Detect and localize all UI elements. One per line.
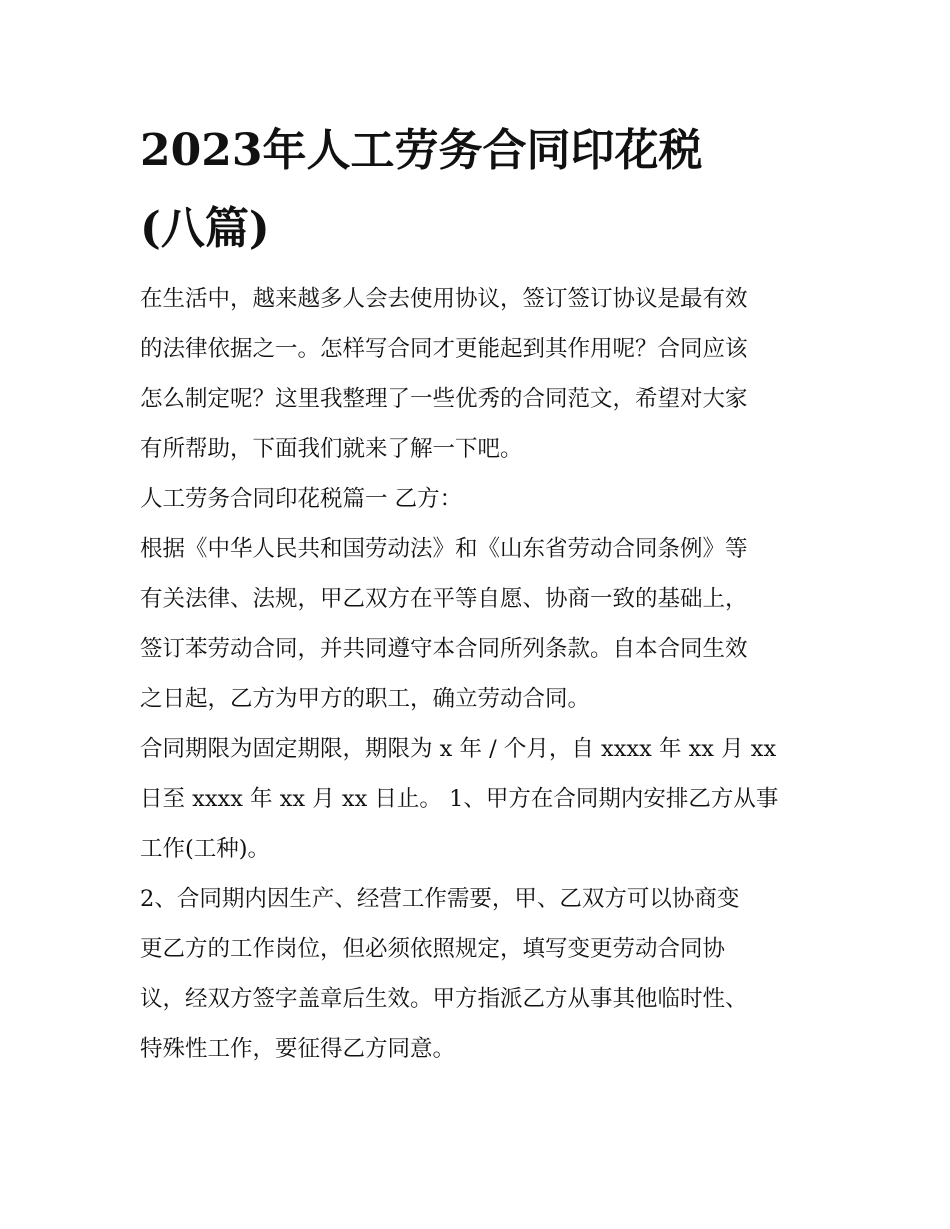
paragraph-line: 有所帮助，下面我们就来了解一下吧。 (140, 436, 523, 462)
paragraph-line: 议，经双方签字盖章后生效。甲方指派乙方从事其他临时性、 (140, 986, 748, 1012)
paragraph-line: 签订苯劳动合同，并共同遵守本合同所列条款。自本合同生效 (140, 636, 748, 662)
section-heading: 人工劳务合同印花税篇一 乙方： (140, 486, 463, 512)
paragraph-line: 根据《中华人民共和国劳动法》和《山东省劳动合同条例》等 (140, 536, 748, 562)
paragraph-line: 特殊性工作，要征得乙方同意。 (140, 1036, 456, 1062)
paragraph-line: 怎么制定呢？这里我整理了一些优秀的合同范文，希望对大家 (140, 386, 748, 412)
paragraph-line: 之日起，乙方为甲方的职工，确立劳动合同。 (140, 686, 591, 712)
paragraph-line: 2、合同期内因生产、经营工作需要，甲、乙双方可以协商变 (140, 886, 740, 912)
paragraph-line: 在生活中，越来越多人会去使用协议，签订签订协议是最有效 (140, 286, 748, 312)
paragraph-line: 更乙方的工作岗位，但必须依照规定，填写变更劳动合同协 (140, 936, 726, 962)
paragraph-line: 日至 xxxx 年 xx 月 xx 日止。 1、甲方在合同期内安排乙方从事 (140, 786, 779, 812)
title-line: (八篇) (140, 203, 270, 254)
title-line: 2023年人工劳务合同印花税 (140, 125, 703, 176)
paragraph-line: 的法律依据之一。怎样写合同才更能起到其作用呢？合同应该 (140, 336, 748, 362)
paragraph-line: 合同期限为固定期限，期限为 x 年 / 个月，自 xxxx 年 xx 月 xx (140, 736, 777, 762)
paragraph-line: 工作(工种)。 (140, 836, 271, 862)
paragraph-line: 有关法律、法规，甲乙双方在平等自愿、协商一致的基础上， (140, 586, 748, 612)
document-title (140, 112, 830, 268)
